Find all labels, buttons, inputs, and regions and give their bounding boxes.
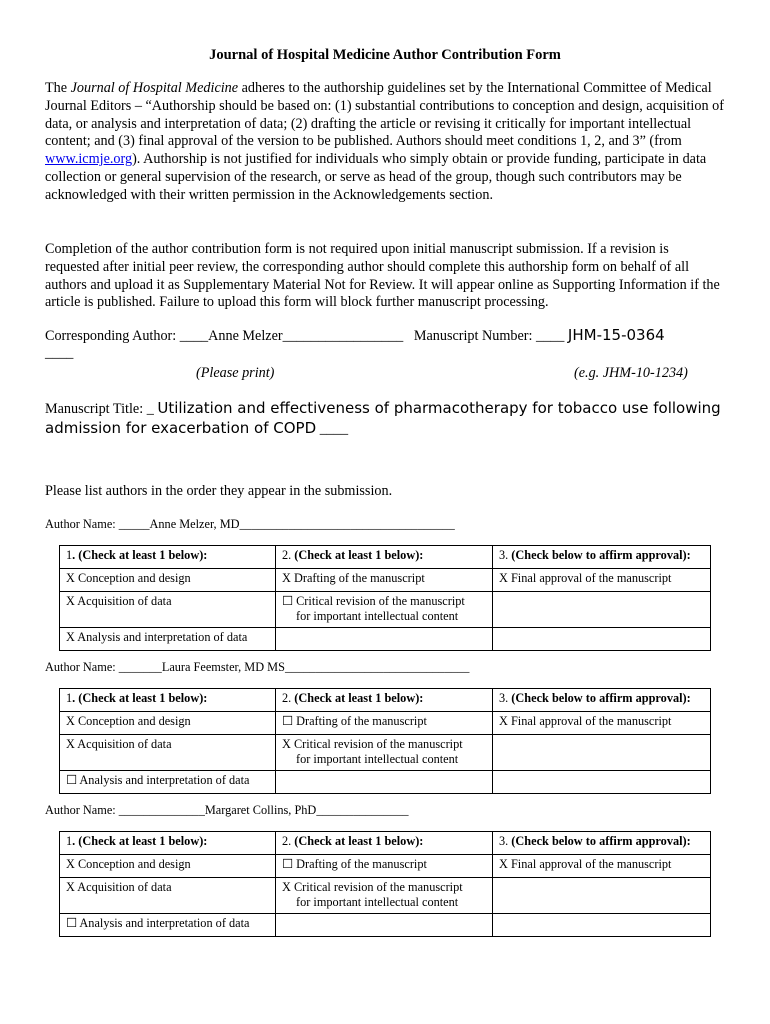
intro-text-a: adheres to the authorship guidelines set by the International Committee of Medical Journal Editors – “Authorship should be based on: (1) substantial contributions to conception and design, acquisition of data, or analysis and interpretation of data; (2) drafting the article or revising it critically for important intellectual content; and (3) final approval of the version to be published. Authors should meet conditions 1, 2, and 3” (from — [45, 80, 724, 150]
item-label: Acquisition of data — [77, 880, 172, 894]
final-approval-checkbox-cell[interactable] — [493, 569, 711, 592]
item-label-continued: for important intellectual content — [296, 895, 459, 909]
critical-revision-checkbox-cell[interactable] — [276, 735, 493, 771]
header-text: (Check at least 1 below): — [294, 548, 424, 562]
check-mark: X — [499, 857, 511, 871]
conception-checkbox-cell[interactable] — [60, 855, 276, 878]
header-number: 3. — [499, 691, 512, 705]
author-name-label: Author Name: — [45, 517, 119, 531]
header-text: . (Check at least 1 below): — [72, 691, 208, 705]
header-number: 1 — [66, 691, 73, 705]
header-text: (Check at least 1 below): — [294, 691, 424, 705]
contribution-table-3 — [59, 831, 711, 937]
manuscript-title-label: Manuscript Title: _ — [45, 401, 158, 417]
check-mark: X — [499, 571, 511, 585]
author-name-trail: ______________________________ — [284, 660, 470, 674]
item-label: Drafting of the manuscript — [296, 714, 427, 728]
check-mark: X — [66, 737, 78, 751]
acquisition-checkbox-cell[interactable] — [60, 735, 276, 771]
header-number: 1 — [66, 548, 73, 562]
author-name-line-1 — [45, 517, 455, 532]
example-number-hint: (e.g. JHM-10-1234) — [574, 365, 688, 381]
completion-paragraph: Completion of the author contribution form is not required upon initial manuscript submission. If a revision is requested after initial peer review, the corresponding author should complete this authorship form on behalf of all authors and upload it as Supplementary Material Not for Review. It will appear online as Supporting Information if the article is published. Failure to upload this form will block further manuscript processing. — [45, 241, 720, 311]
author-name-trail: _______________ — [316, 803, 409, 817]
empty-cell — [276, 914, 493, 937]
header-number: 1 — [66, 834, 73, 848]
table-header-row — [60, 689, 711, 712]
check-mark: ☐ — [282, 857, 297, 871]
table-header-row — [60, 832, 711, 855]
check-mark: X — [66, 630, 78, 644]
check-mark: X — [66, 571, 78, 585]
drafting-checkbox-cell[interactable] — [276, 712, 493, 735]
item-label: Conception and design — [77, 714, 191, 728]
empty-cell — [493, 628, 711, 651]
journal-name: Journal of Hospital Medicine — [70, 80, 239, 96]
empty-cell — [493, 771, 711, 794]
manuscript-title-line — [45, 399, 735, 439]
item-label: Analysis and interpretation of data — [77, 630, 248, 644]
manuscript-number-field[interactable]: JHM-15-0364 — [567, 326, 665, 344]
header-number: 2. — [282, 548, 295, 562]
item-label: Critical revision of the manuscript — [293, 737, 463, 751]
table-row — [60, 735, 711, 771]
header-cell-approval — [493, 689, 711, 712]
item-label: Conception and design — [77, 571, 191, 585]
manuscript-title-trail: ____ — [316, 421, 349, 437]
check-mark: X — [66, 857, 78, 871]
header-number: 3. — [499, 548, 512, 562]
check-mark: X — [66, 880, 78, 894]
author-name-label: Author Name: — [45, 660, 119, 674]
author-name-field[interactable]: Laura Feemster, MD MS — [161, 660, 285, 674]
table-row — [60, 855, 711, 878]
table-row — [60, 712, 711, 735]
header-number: 3. — [499, 834, 512, 848]
empty-cell — [493, 592, 711, 628]
drafting-checkbox-cell[interactable] — [276, 855, 493, 878]
empty-cell — [493, 878, 711, 914]
author-name-trail: ___________________________________ — [239, 517, 455, 531]
item-label-continued: for important intellectual content — [296, 752, 459, 766]
table-row — [60, 878, 711, 914]
item-label: Final approval of the manuscript — [510, 714, 672, 728]
acquisition-checkbox-cell[interactable] — [60, 878, 276, 914]
table-row — [60, 592, 711, 628]
corresponding-author-line — [45, 326, 735, 361]
intro-the: The — [45, 80, 71, 96]
check-mark: X — [499, 714, 511, 728]
acquisition-checkbox-cell[interactable] — [60, 592, 276, 628]
author-name-label: Author Name: — [45, 803, 119, 817]
corresponding-author-label: Corresponding Author: ____ — [45, 328, 209, 344]
header-text: . (Check at least 1 below): — [72, 548, 208, 562]
empty-cell — [276, 771, 493, 794]
intro-text-b: ). Authorship is not justified for individuals who simply obtain or provide funding, participate in data collection or general supervision of the research, or serve as head of the group, though such contributors may be acknowledged with their written permission in the Acknowledgements section. — [45, 151, 707, 203]
drafting-checkbox-cell[interactable] — [276, 569, 493, 592]
manuscript-number-label: Manuscript Number: ____ — [413, 328, 568, 344]
check-mark: X — [282, 880, 294, 894]
check-mark: X — [282, 571, 294, 585]
author-name-lead: _______ — [118, 660, 162, 674]
author-name-lead: _____ — [118, 517, 150, 531]
header-cell-conception — [60, 689, 276, 712]
check-mark: X — [66, 594, 78, 608]
author-order-instructions: Please list authors in the order they appear in the submission. — [45, 483, 393, 499]
item-label: Critical revision of the manuscript — [293, 880, 463, 894]
author-name-field[interactable]: Anne Melzer, MD — [149, 517, 240, 531]
analysis-checkbox-cell[interactable] — [60, 771, 276, 794]
header-text: (Check at least 1 below): — [294, 834, 424, 848]
item-label: Final approval of the manuscript — [510, 857, 672, 871]
author-name-field[interactable]: Margaret Collins, PhD — [204, 803, 317, 817]
item-label-continued: for important intellectual content — [296, 609, 459, 623]
table-row — [60, 628, 711, 651]
header-number: 2. — [282, 834, 295, 848]
header-cell-drafting — [276, 689, 493, 712]
final-approval-checkbox-cell[interactable] — [493, 855, 711, 878]
contribution-table-1 — [59, 545, 711, 651]
author-name-lead: ______________ — [118, 803, 205, 817]
header-text: . (Check at least 1 below): — [72, 834, 208, 848]
table-header-row — [60, 546, 711, 569]
critical-revision-checkbox-cell[interactable] — [276, 878, 493, 914]
header-text: (Check below to affirm approval): — [511, 834, 691, 848]
conception-checkbox-cell[interactable] — [60, 569, 276, 592]
contribution-table-2 — [59, 688, 711, 794]
intro-paragraph — [45, 80, 725, 205]
please-print-hint: (Please print) — [196, 365, 275, 381]
analysis-checkbox-cell[interactable] — [60, 914, 276, 937]
line-tail: ____ — [45, 345, 74, 361]
item-label: Analysis and interpretation of data — [79, 773, 250, 787]
author-name-line-2 — [45, 660, 469, 675]
corresponding-author-trail: _________________ — [282, 328, 404, 344]
check-mark: ☐ — [66, 916, 80, 930]
item-label: Analysis and interpretation of data — [79, 916, 250, 930]
analysis-checkbox-cell[interactable] — [60, 628, 276, 651]
table-row — [60, 569, 711, 592]
final-approval-checkbox-cell[interactable] — [493, 712, 711, 735]
empty-cell — [276, 628, 493, 651]
item-label: Acquisition of data — [77, 594, 172, 608]
icmje-link[interactable]: www.icmje.org — [45, 151, 133, 168]
header-number: 2. — [282, 691, 295, 705]
table-row — [60, 771, 711, 794]
header-cell-conception — [60, 546, 276, 569]
corresponding-author-field[interactable]: Anne Melzer — [208, 328, 283, 344]
check-mark: ☐ — [282, 594, 297, 608]
header-text: (Check below to affirm approval): — [511, 691, 691, 705]
author-name-line-3 — [45, 803, 409, 818]
header-cell-approval — [493, 546, 711, 569]
header-cell-drafting — [276, 546, 493, 569]
check-mark: ☐ — [66, 773, 80, 787]
check-mark: X — [282, 737, 294, 751]
table-row — [60, 914, 711, 937]
check-mark: ☐ — [282, 714, 297, 728]
critical-revision-checkbox-cell[interactable] — [276, 592, 493, 628]
form-title: Journal of Hospital Medicine Author Contribution Form — [209, 47, 561, 63]
item-label: Drafting of the manuscript — [293, 571, 425, 585]
item-label: Critical revision of the manuscript — [296, 594, 465, 608]
conception-checkbox-cell[interactable] — [60, 712, 276, 735]
header-cell-approval — [493, 832, 711, 855]
manuscript-title-field[interactable]: Utilization and effectiveness of pharmacotherapy for tobacco use following admission for exacerbation of COPD — [45, 399, 721, 437]
check-mark: X — [66, 714, 78, 728]
header-text: (Check below to affirm approval): — [511, 548, 691, 562]
item-label: Conception and design — [77, 857, 191, 871]
item-label: Drafting of the manuscript — [296, 857, 427, 871]
header-cell-conception — [60, 832, 276, 855]
empty-cell — [493, 914, 711, 937]
item-label: Final approval of the manuscript — [510, 571, 672, 585]
item-label: Acquisition of data — [77, 737, 172, 751]
empty-cell — [493, 735, 711, 771]
header-cell-drafting — [276, 832, 493, 855]
